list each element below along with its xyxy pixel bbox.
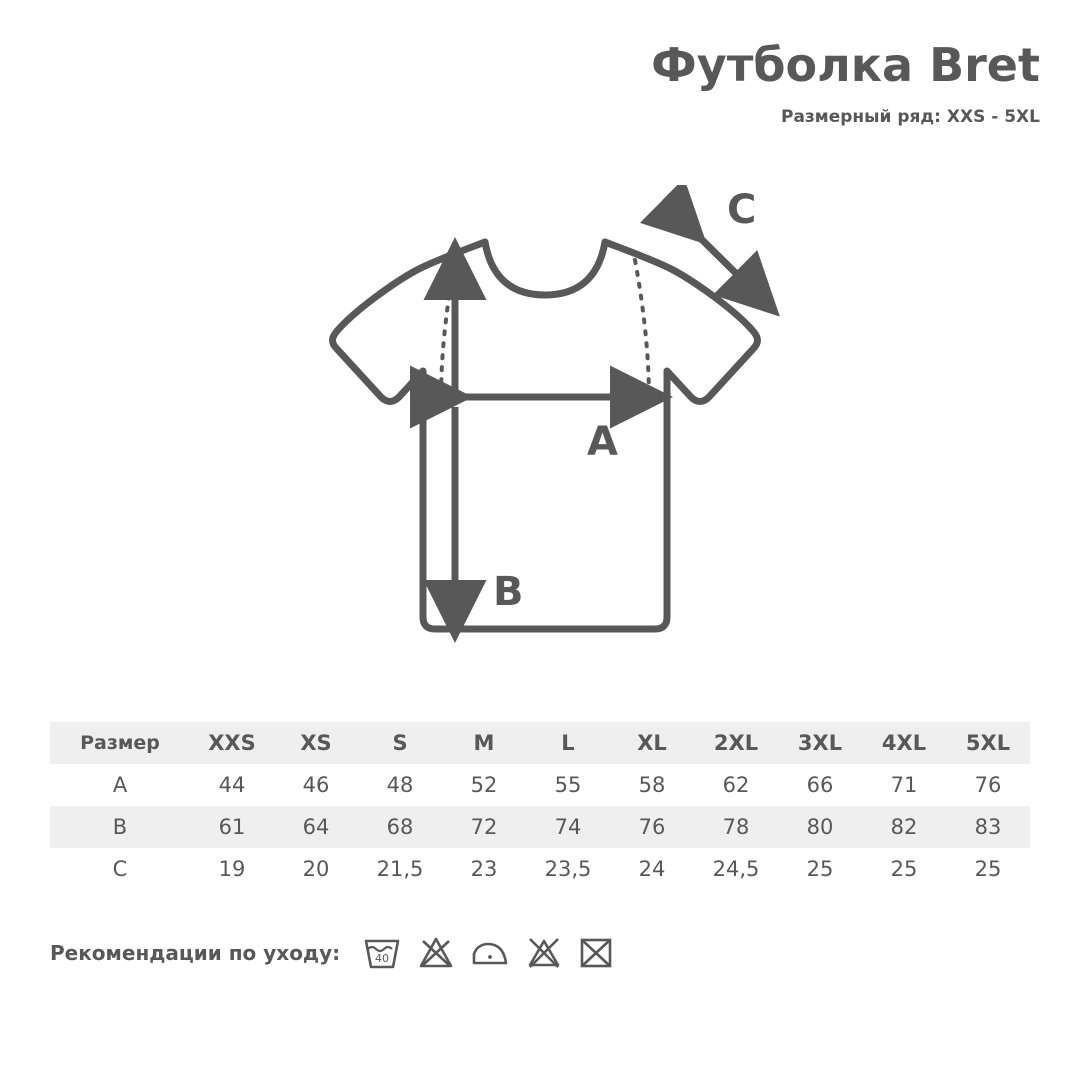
tshirt-outline-icon [333,242,758,629]
iron-low-icon [470,935,510,971]
table-col-header: XXS [208,731,256,755]
table-col-header: S [392,731,408,755]
table-corner-label: Размер [80,732,160,754]
measure-label-a: A [587,419,618,465]
header [651,40,1040,127]
table-cell: 44 [218,773,246,797]
table-col-header: XS [300,731,332,755]
care-icon-list [362,935,614,971]
table-cell: 64 [302,815,330,839]
table-cell: 25 [974,857,1002,881]
table-cell: 76 [638,815,666,839]
table-cell: 19 [218,857,246,881]
table-header-row [50,722,1030,764]
table-cell: 24,5 [712,857,760,881]
table-cell: 61 [218,815,246,839]
table-col-header: 4XL [881,731,927,755]
no-tumble-dry-icon [578,935,614,971]
table-cell: 23,5 [544,857,592,881]
table-cell: 25 [890,857,918,881]
table-cell: 62 [722,773,750,797]
wash-temp-value: 40 [375,952,390,965]
wash-40-icon [362,935,402,971]
size-table [50,722,1030,890]
table-cell: 21,5 [376,857,424,881]
table-col-header: M [473,731,495,755]
page-title: Футболка Bret [651,38,1040,92]
table-cell: 71 [890,773,918,797]
table-cell: 48 [386,773,414,797]
shoulder-seam-guides [441,260,649,400]
table-row-label: A [112,773,128,797]
table-row [50,848,1030,890]
table-cell: 55 [554,773,582,797]
care-instructions [50,935,614,971]
table-cell: 58 [638,773,666,797]
table-cell: 46 [302,773,330,797]
table-cell: 78 [722,815,750,839]
table-cell: 68 [386,815,414,839]
table-col-header: L [561,731,575,755]
table-cell: 80 [806,815,834,839]
table-col-header: XL [637,731,667,755]
table-cell: 76 [974,773,1002,797]
table-cell: 20 [302,857,330,881]
table-cell: 25 [806,857,834,881]
table-col-header: 5XL [965,731,1011,755]
table-cell: 82 [890,815,918,839]
care-label: Рекомендации по уходу: [50,941,341,965]
table-row-label: C [112,857,128,881]
table-row [50,764,1030,806]
table-cell: 23 [470,857,498,881]
table-col-header: 2XL [713,731,759,755]
table-cell: 83 [974,815,1002,839]
size-range-subtitle: Размерный ряд: XXS - 5XL [780,106,1040,127]
no-dry-clean-icon [526,935,562,971]
table-col-header: 3XL [797,731,843,755]
table-row-label: B [112,815,128,839]
table-cell: 52 [470,773,498,797]
measure-label-b: B [493,569,524,615]
measure-label-c: C [727,187,757,233]
table-cell: 66 [806,773,834,797]
tshirt-diagram [295,185,795,685]
no-bleach-icon [418,935,454,971]
table-row [50,806,1030,848]
table-cell: 72 [470,815,498,839]
table-cell: 74 [554,815,582,839]
table-cell: 24 [638,857,666,881]
